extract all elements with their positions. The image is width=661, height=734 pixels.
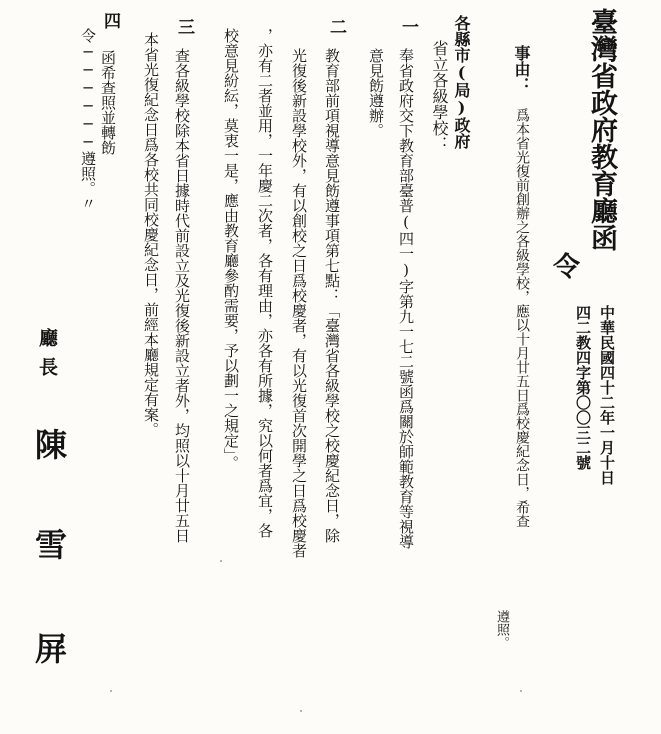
paper-speck: [110, 690, 112, 692]
item-text-line: 校意見紛紜，莫衷一是，應由教育廳參酌需要，予以劃一之規定」。: [222, 28, 240, 471]
signature-name-char: 屏: [30, 632, 68, 664]
item-number: 三: [174, 18, 194, 35]
signature-name-char: 陳: [30, 428, 68, 460]
item-text-line: 查各級學校除本省日據時代前設立及光復後新設立者外，均照以十月廿五日: [173, 48, 191, 543]
subject-text: 爲本省光復前創辦之各級學校，應以十月廿五日爲校慶紀念日，希查: [514, 108, 530, 528]
item-text-line: 令──────遵照。〃: [79, 28, 97, 211]
signature-title: 廳長: [36, 328, 58, 386]
item-text-line: 教育部前項視導意見飭遵事項第七點：「臺灣省各級學校之校慶紀念日，除: [323, 48, 341, 543]
item-number: 二: [326, 18, 346, 35]
subject-ending: 遵照。: [494, 610, 509, 649]
document-title-suffix: 令: [548, 252, 579, 279]
document-title: 臺灣省政府教育廳函: [586, 8, 617, 251]
addressee-line-2: 省立各級學校：: [430, 40, 449, 152]
item-number: 四: [100, 12, 120, 29]
document-number: 四二教四字第〇〇三二號: [574, 305, 592, 470]
item-text-line: 意見飭遵辦。: [367, 48, 385, 138]
signature-name-char: 雪: [30, 528, 68, 560]
item-text-line: 本省光復紀念日爲各校共同校慶紀念日，前經本廳規定有案。: [142, 32, 160, 437]
item-number: 一: [398, 18, 418, 35]
item-text-line: 函希查照並轉飭: [99, 50, 117, 155]
paper-speck: [520, 690, 522, 692]
paper-speck: [220, 560, 222, 562]
item-text-line: 光復後新設學校外，有以創校之日爲校慶者，有以光復首次開學之日爲校慶者: [290, 48, 308, 558]
paper-speck: [300, 710, 302, 712]
subject-label: 事由：: [512, 45, 531, 93]
item-text-line: 奉省政府交下教育部臺普(四一)字第九一七二號函爲關於師範教育等視導: [397, 48, 415, 549]
document-date: 中華民國四十二年一月十日: [598, 305, 616, 485]
item-text-line: ，亦有二者並用，一年慶二次者，各有理由，亦各有所據，究以何者爲宜，各: [256, 28, 274, 538]
addressee-line-1: 各縣市(局)政府: [452, 15, 471, 149]
